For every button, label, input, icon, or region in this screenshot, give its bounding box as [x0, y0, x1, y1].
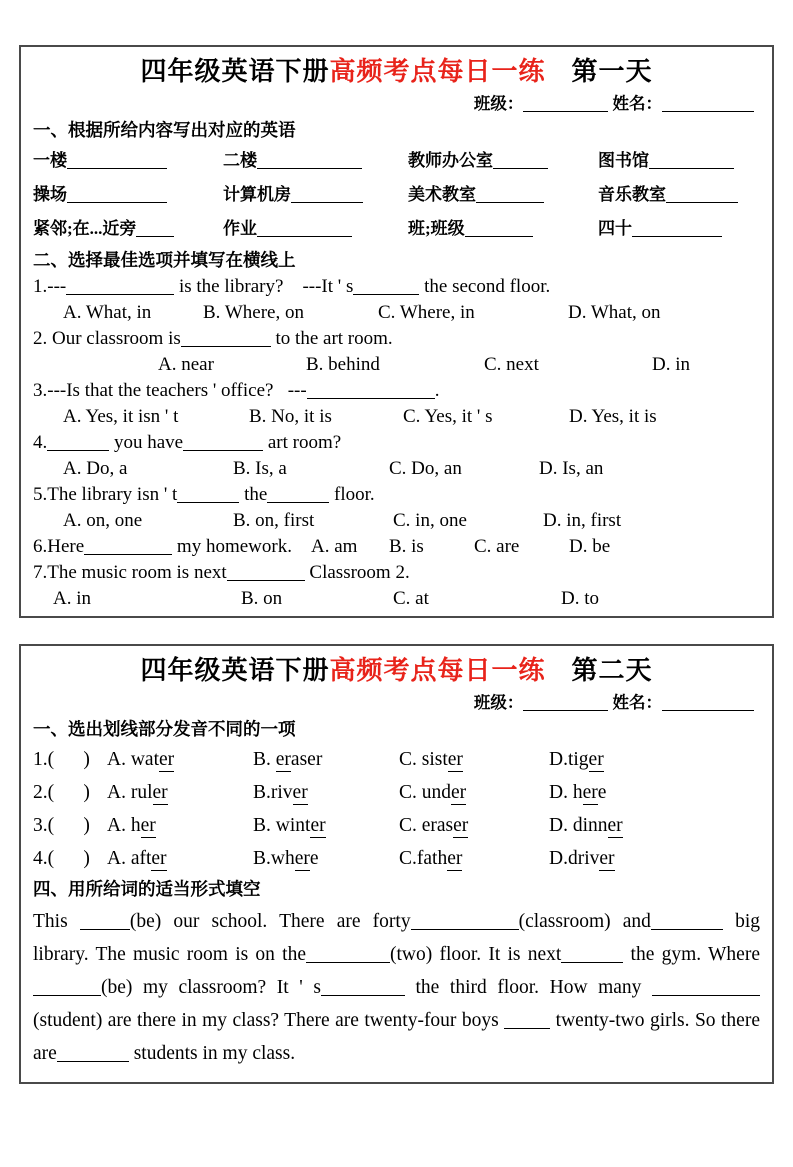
option-label: A. am — [310, 536, 358, 557]
text-run: 5.The library isn ' t — [33, 484, 178, 505]
vocab-item — [33, 178, 223, 213]
name-label: 姓名： — [612, 94, 662, 113]
option-label: B. No, it is — [249, 406, 332, 427]
underlined-part: er — [159, 749, 175, 770]
answer-blank — [493, 153, 548, 169]
phonics-option — [107, 842, 253, 875]
question-2-options — [33, 352, 760, 378]
option-label: A. in — [53, 588, 91, 609]
worksheet-day2 — [19, 644, 774, 1084]
option-text: aser — [290, 749, 323, 770]
answer-blank — [465, 221, 533, 237]
title-prefix: 四年级英语下册 — [140, 656, 330, 685]
option-label: C. at — [393, 588, 429, 609]
option-text: B.wh — [253, 848, 295, 869]
text-run: D. What, on — [568, 302, 661, 323]
phonics-option — [107, 776, 253, 809]
phonics-option — [107, 743, 253, 776]
section-heading-phonics: 一、选出划线部分发音不同的一项 — [33, 719, 296, 739]
option-label: C. next — [484, 354, 539, 375]
text-run: D. to — [561, 588, 599, 609]
option-label: B. Is, a — [233, 458, 287, 479]
class-blank — [523, 696, 608, 711]
text-run: (student) are there in my class? There are twenty-four boys — [33, 1010, 505, 1031]
answer-blank — [84, 540, 172, 555]
section-heading-vocab: 一、根据所给内容写出对应的英语 — [33, 120, 296, 140]
answer-blank — [66, 280, 174, 295]
answer-blank — [632, 221, 722, 237]
text-run: 2. Our classroom is — [33, 328, 181, 349]
section-heading-choice: 二、选择最佳选项并填写在横线上 — [33, 250, 296, 270]
class-label: 班级： — [473, 693, 524, 712]
answer-blank — [561, 946, 623, 963]
vocab-item — [408, 212, 598, 247]
text-run: D. be — [568, 536, 611, 557]
underlined-part: er — [152, 782, 168, 803]
answer-blank — [47, 436, 109, 451]
option-text: D.tig — [549, 749, 589, 770]
title-day-label: 第一天 — [571, 57, 653, 86]
answer-blank — [411, 913, 519, 930]
vocab-term: 紧邻;在...近旁 — [33, 219, 137, 238]
phonics-option — [399, 842, 549, 875]
text-run: 7.The music room is next — [33, 562, 227, 583]
phonics-option — [253, 743, 399, 776]
phonics-option — [549, 842, 615, 875]
title-highlight: 高频考点每日一练 — [329, 57, 546, 86]
vocab-item — [33, 144, 223, 179]
vocab-item — [408, 178, 598, 213]
phonics-option — [399, 809, 549, 842]
name-label: 姓名： — [612, 693, 662, 712]
vocab-term: 一楼 — [33, 151, 67, 170]
text-run: . — [434, 380, 440, 401]
phonics-row-3 — [33, 809, 760, 842]
option-text: A. h — [107, 815, 141, 836]
text-run: This — [33, 911, 80, 932]
vocab-item — [33, 212, 223, 247]
text-run: (be) our school. There are forty — [129, 911, 411, 932]
question-3 — [33, 378, 760, 404]
class-name-row — [33, 91, 760, 116]
text-run: twenty-two girls. So there are — [33, 1010, 760, 1064]
underlined-part: er — [588, 749, 604, 770]
option-label: A. on, one — [63, 510, 143, 531]
vocab-term: 操场 — [33, 185, 67, 204]
answer-blank — [649, 153, 734, 169]
answer-blank — [33, 979, 101, 996]
title-highlight: 高频考点每日一练 — [329, 656, 546, 685]
text-run: 4. — [33, 432, 48, 453]
title-prefix: 四年级英语下册 — [140, 57, 330, 86]
option-label: B. on, first — [233, 510, 315, 531]
phonics-questions — [33, 743, 760, 875]
answer-blank — [306, 946, 390, 963]
option-text: D. dinn — [549, 815, 608, 836]
underlined-part: er — [151, 848, 167, 869]
option-label: C. Do, an — [389, 458, 462, 479]
option-text: C.fath — [399, 848, 448, 869]
answer-blank — [257, 221, 352, 237]
answer-blank — [353, 280, 419, 295]
worksheet-page — [0, 45, 793, 1084]
option-label: C. in, one — [393, 510, 467, 531]
answer-blank — [257, 153, 362, 169]
answer-blank — [291, 187, 363, 203]
text-run: art room? — [263, 432, 342, 453]
underlined-part: er — [607, 815, 623, 836]
vocab-item — [598, 212, 760, 247]
text-run: floor. — [329, 484, 375, 505]
cloze-paragraph — [33, 905, 760, 1070]
answer-blank — [183, 436, 263, 451]
option-text: B. wint — [253, 815, 311, 836]
text-run: the — [239, 484, 268, 505]
phonics-option — [549, 776, 606, 809]
vocab-term: 计算机房 — [223, 185, 291, 204]
vocab-item — [223, 212, 408, 247]
answer-blank — [136, 221, 174, 237]
option-label: B. is — [388, 536, 424, 557]
option-text: B.riv — [253, 782, 293, 803]
text-run: D. Is, an — [539, 458, 604, 479]
underlined-part: er — [582, 782, 598, 803]
text-run: is the library? ---It ' s — [174, 276, 354, 297]
answer-blank — [652, 979, 760, 996]
question-7 — [33, 560, 760, 586]
vocab-term: 作业 — [223, 219, 257, 238]
answer-blank — [651, 913, 723, 930]
option-text: C. eras — [399, 815, 454, 836]
worksheet-day1 — [19, 45, 774, 618]
underlined-part: er — [451, 782, 467, 803]
option-label: A. near — [158, 354, 214, 375]
vocab-item — [408, 144, 598, 179]
text-run: the third floor. How many — [404, 977, 652, 998]
phonics-row-1 — [33, 743, 760, 776]
text-run: my homework. — [172, 536, 311, 557]
option-text: B. — [253, 749, 276, 770]
text-run: the gym. Where — [623, 944, 760, 965]
option-label: C. Where, in — [378, 302, 475, 323]
section-heading-cloze: 四、用所给词的适当形式填空 — [33, 879, 261, 899]
text-run: the second floor. — [419, 276, 551, 297]
name-blank — [662, 97, 754, 112]
text-run: D. Yes, it is — [569, 406, 657, 427]
option-text: C. sist — [399, 749, 448, 770]
option-label: 1.( ) — [33, 749, 90, 770]
underlined-part: er — [140, 815, 156, 836]
underlined-part: er — [453, 815, 469, 836]
vocab-term: 班;班级 — [408, 219, 465, 238]
option-label: B. behind — [306, 354, 380, 375]
option-label: B. Where, on — [203, 302, 304, 323]
answer-blank — [181, 332, 271, 347]
vocab-item — [223, 178, 408, 213]
text-run: students in my class. — [128, 1043, 296, 1064]
vocab-item — [598, 144, 760, 179]
underlined-part: er — [310, 815, 326, 836]
option-label: 3.( ) — [33, 815, 90, 836]
answer-blank — [321, 979, 405, 996]
option-text: A. wat — [107, 749, 159, 770]
phonics-option — [253, 809, 399, 842]
question-7-options — [33, 586, 760, 612]
class-blank — [523, 97, 608, 112]
worksheet-title-day2 — [33, 652, 760, 690]
phonics-option — [549, 809, 623, 842]
phonics-option — [549, 743, 604, 776]
vocab-row — [33, 144, 760, 178]
phonics-option — [253, 776, 399, 809]
phonics-row-4 — [33, 842, 760, 875]
question-5 — [33, 482, 760, 508]
phonics-row-2 — [33, 776, 760, 809]
answer-blank — [80, 913, 130, 930]
underlined-part: er — [447, 848, 463, 869]
option-text: e — [597, 782, 607, 803]
vocab-term: 教师办公室 — [408, 151, 493, 170]
vocab-term: 二楼 — [223, 151, 257, 170]
text-run: (two) floor. It is next — [389, 944, 562, 965]
phonics-option — [253, 842, 399, 875]
vocab-item — [223, 144, 408, 179]
question-5-options — [33, 508, 760, 534]
vocab-term: 美术教室 — [408, 185, 476, 204]
underlined-part: er — [599, 848, 615, 869]
phonics-option — [399, 743, 549, 776]
option-text: e — [309, 848, 319, 869]
question-6 — [33, 534, 760, 560]
underlined-part: er — [447, 749, 463, 770]
worksheet-title-day1 — [33, 53, 760, 91]
answer-blank — [67, 153, 167, 169]
text-run: big library. The music room is on the — [33, 911, 761, 965]
option-label: A. Do, a — [63, 458, 128, 479]
option-label: 2.( ) — [33, 782, 90, 803]
vocab-term: 音乐教室 — [598, 185, 666, 204]
option-text: D.driv — [549, 848, 600, 869]
answer-blank — [57, 1045, 129, 1062]
question-1 — [33, 274, 760, 300]
vocab-grid — [33, 144, 760, 246]
text-run: 6.Here — [33, 536, 85, 557]
vocab-term: 四十 — [598, 219, 632, 238]
text-run: you have — [109, 432, 184, 453]
option-label: C. are — [473, 536, 520, 557]
phonics-option — [399, 776, 549, 809]
answer-blank — [307, 384, 435, 399]
text-run: 3.---Is that the teachers ' office? --- — [33, 380, 307, 401]
option-label: 4.( ) — [33, 848, 90, 869]
option-label: B. on — [241, 588, 283, 609]
answer-blank — [227, 566, 305, 581]
text-run: (be) my classroom? It ' s — [101, 977, 321, 998]
option-label: C. Yes, it ' s — [403, 406, 493, 427]
question-1-options — [33, 300, 760, 326]
underlined-part: er — [275, 749, 291, 770]
question-3-options — [33, 404, 760, 430]
class-label: 班级： — [473, 94, 524, 113]
option-label: A. Yes, it isn ' t — [63, 406, 179, 427]
text-run: (classroom) and — [518, 911, 651, 932]
text-run: Classroom 2. — [304, 562, 410, 583]
text-run: to the art room. — [270, 328, 393, 349]
option-label: A. What, in — [63, 302, 152, 323]
option-text: A. aft — [107, 848, 152, 869]
answer-blank — [177, 488, 239, 503]
text-run: D. in, first — [543, 510, 622, 531]
answer-blank — [504, 1012, 550, 1029]
question-4-options — [33, 456, 760, 482]
vocab-row — [33, 178, 760, 212]
option-text: C. und — [399, 782, 452, 803]
underlined-part: er — [292, 782, 308, 803]
option-text: A. rul — [107, 782, 153, 803]
question-4 — [33, 430, 760, 456]
answer-blank — [666, 187, 738, 203]
text-run: 1.--- — [33, 276, 67, 297]
text-run: D. in — [652, 354, 690, 375]
option-text: D. h — [549, 782, 583, 803]
phonics-option — [107, 809, 253, 842]
answer-blank — [476, 187, 544, 203]
underlined-part: er — [294, 848, 310, 869]
answer-blank — [67, 187, 167, 203]
name-blank — [662, 696, 754, 711]
vocab-item — [598, 178, 760, 213]
answer-blank — [267, 488, 329, 503]
vocab-term: 图书馆 — [598, 151, 649, 170]
question-2 — [33, 326, 760, 352]
vocab-row — [33, 212, 760, 246]
class-name-row — [33, 690, 760, 715]
title-day-label: 第二天 — [571, 656, 653, 685]
multiple-choice-questions — [33, 274, 760, 612]
